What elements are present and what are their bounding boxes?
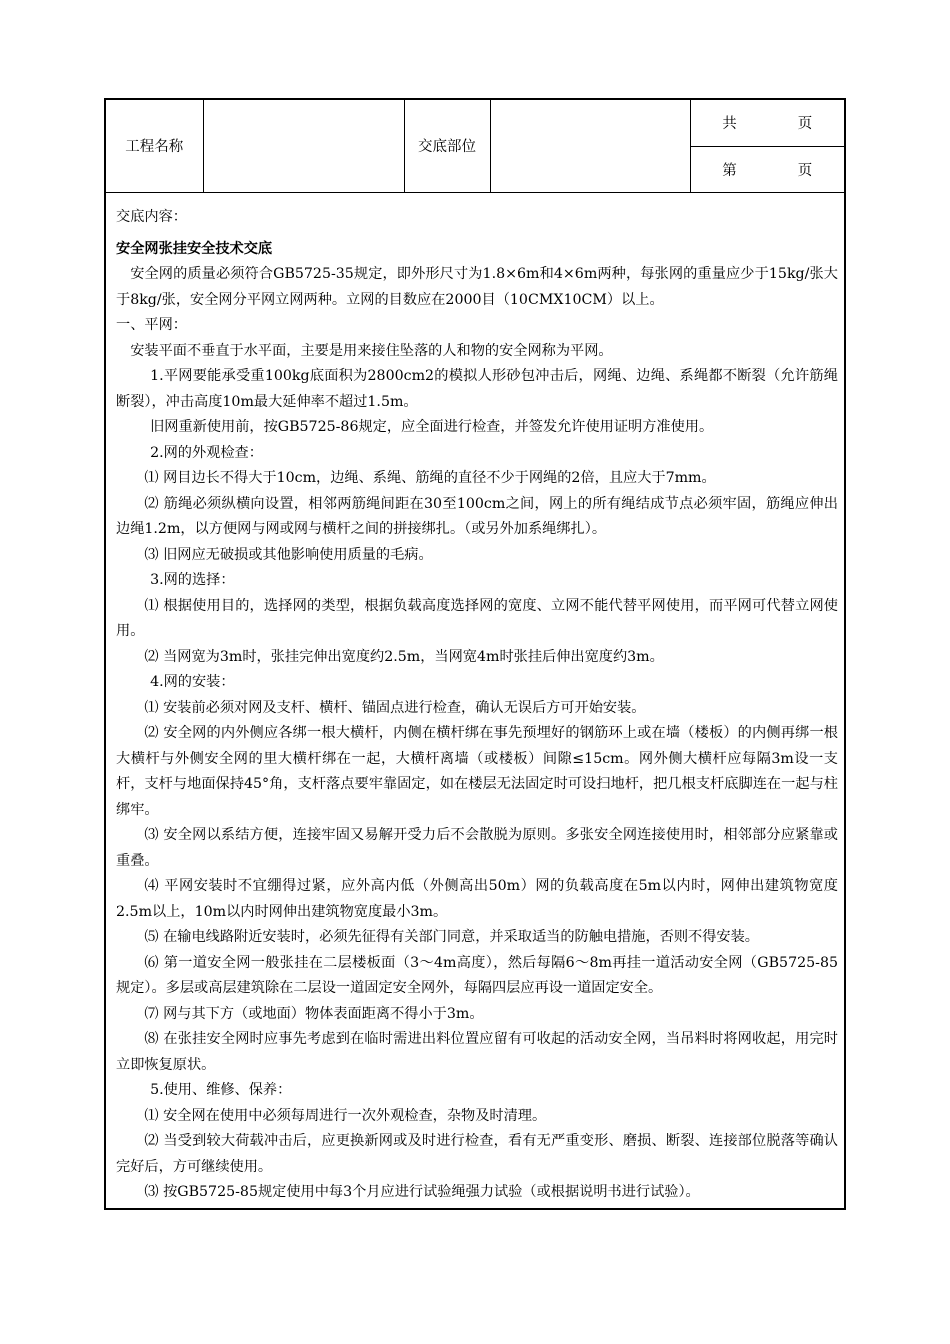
content-paragraph: 一、平网： — [116, 317, 187, 333]
content-label: 交底内容： — [116, 209, 187, 225]
content-paragraphs — [116, 262, 838, 1206]
content-paragraph: ⑵ 当网宽为3m时，张挂完伸出宽度约2.5m，当网宽4m时张挂后伸出宽度约3m。 — [144, 648, 664, 665]
content-paragraph: ⑶ 旧网应无破损或其他影响使用质量的毛病。 — [144, 546, 433, 563]
content-title: 安全网张挂安全技术交底 — [116, 240, 273, 257]
content-paragraph: 旧网重新使用前，按GB5725-86规定，应全面进行检查，并签发允许使用证明方准使用。 — [150, 419, 714, 435]
content-paragraph: 5.使用、维修、保养： — [150, 1082, 292, 1098]
form-header-table — [106, 100, 844, 193]
content-paragraph: ⑵ 安全网的内外侧应各绑一根大横杆，内侧在横杆绑在事先预埋好的钢筋环上或在墙（楼板）的内侧再绑一根大横杆与外侧安全网的里大横杆绑在一起，大横杆离墙（或楼板）间隙≤15cm。网外侧大横杆应每隔3m设一支杆，支杆与地面保持45°角，支杆落点要牢靠固定，如在楼层无法固定时可设扫地杆，把几根支杆底脚连在一起与柱绑牢。 — [116, 725, 838, 818]
disclosure-content — [116, 192, 838, 1206]
content-paragraph: ⑶ 按GB5725-85规定使用中每3个月应进行试验绳强力试验（或根据说明书进行试验）。 — [144, 1184, 700, 1200]
content-paragraph: 4.网的安装： — [150, 674, 235, 690]
content-paragraph: 2.网的外观检查： — [150, 444, 263, 461]
content-paragraph: ⑵ 筋绳必须纵横向设置，相邻两筋绳间距在30至100cm之间，网上的所有绳结成节点必须牢固，筋绳应伸出边绳1.2m，以方便网与网或网与横杆之间的拼接绑扎。（或另外加系绳绑扎）。 — [116, 495, 838, 537]
content-paragraph: ⑴ 安全网在使用中必须每周进行一次外观检查，杂物及时清理。 — [144, 1107, 547, 1124]
content-paragraph: ⑸ 在输电线路附近安装时，必须先征得有关部门同意，并采取适当的防触电措施，否则不得安装。 — [144, 929, 759, 945]
location-label: 交底部位 — [404, 100, 490, 192]
total-pages-label: 共 页 — [722, 116, 813, 133]
content-paragraph: 1.平网要能承受重100kg底面积为2800cm2的模拟人形砂包冲击后，网绳、边绳、系绳都不断裂（允许筋绳断裂），冲击高度10m最大延伸率不超过1.5m。 — [116, 368, 838, 410]
location-field[interactable] — [490, 100, 690, 192]
content-paragraph: ⑶ 安全网以系结方便，连接牢固又易解开受力后不会散脱为原则。多张安全网连接使用时，相邻部分应紧靠或重叠。 — [116, 827, 838, 869]
total-pages-cell — [690, 100, 844, 146]
page-number-label: 第 页 — [722, 162, 813, 179]
content-paragraph: ⑹ 第一道安全网一般张挂在二层楼板面（3～4m高度），然后每隔6～8m再挂一道活动安全网（GB5725-85规定）。多层或高层建筑除在二层设一道固定安全网外，每隔四层应再设一道固定安全。 — [116, 954, 838, 996]
content-paragraph: ⑴ 安装前必须对网及支杆、横杆、锚固点进行检查，确认无误后方可开始安装。 — [144, 699, 646, 716]
content-paragraph: ⑺ 网与其下方（或地面）物体表面距离不得小于3m。 — [144, 1005, 484, 1022]
content-paragraph: 3.网的选择： — [150, 572, 235, 588]
page-number-cell — [690, 146, 844, 192]
content-paragraph: 安全网的质量必须符合GB5725-35规定，即外形尺寸为1.8×6m和4×6m两种，每张网的重量应少于15kg/张大于8kg/张，安全网分平网立网两种。立网的目数应在2000目（10CMX10CM）以上。 — [116, 266, 838, 308]
content-paragraph: ⑵ 当受到较大荷载冲击后，应更换新网或及时进行检查，看有无严重变形、磨损、断裂、连接部位脱落等确认完好后，方可继续使用。 — [116, 1133, 838, 1175]
disclosure-form — [104, 98, 846, 1210]
content-paragraph: ⑻ 在张挂安全网时应事先考虑到在临时需进出料位置应留有可收起的活动安全网，当吊料时将网收起，用完时立即恢复原状。 — [116, 1031, 838, 1073]
content-paragraph: ⑴ 根据使用目的，选择网的类型，根据负载高度选择网的宽度、立网不能代替平网使用，而平网可代替立网使用。 — [116, 597, 838, 639]
project-name-field[interactable] — [203, 100, 404, 192]
content-paragraph: 安装平面不垂直于水平面，主要是用来接住坠落的人和物的安全网称为平网。 — [130, 342, 613, 359]
content-paragraph: ⑴ 网目边长不得大于10cm，边绳、系绳、筋绳的直径不少于网绳的2倍，且应大于7mm。 — [144, 470, 716, 486]
project-name-label: 工程名称 — [106, 100, 203, 192]
content-paragraph: ⑷ 平网安装时不宜绷得过紧，应外高内低（外侧高出50m）网的负载高度在5m以内时，网伸出建筑物宽度2.5m以上，10m以内时网伸出建筑物宽度最小3m。 — [116, 878, 838, 920]
